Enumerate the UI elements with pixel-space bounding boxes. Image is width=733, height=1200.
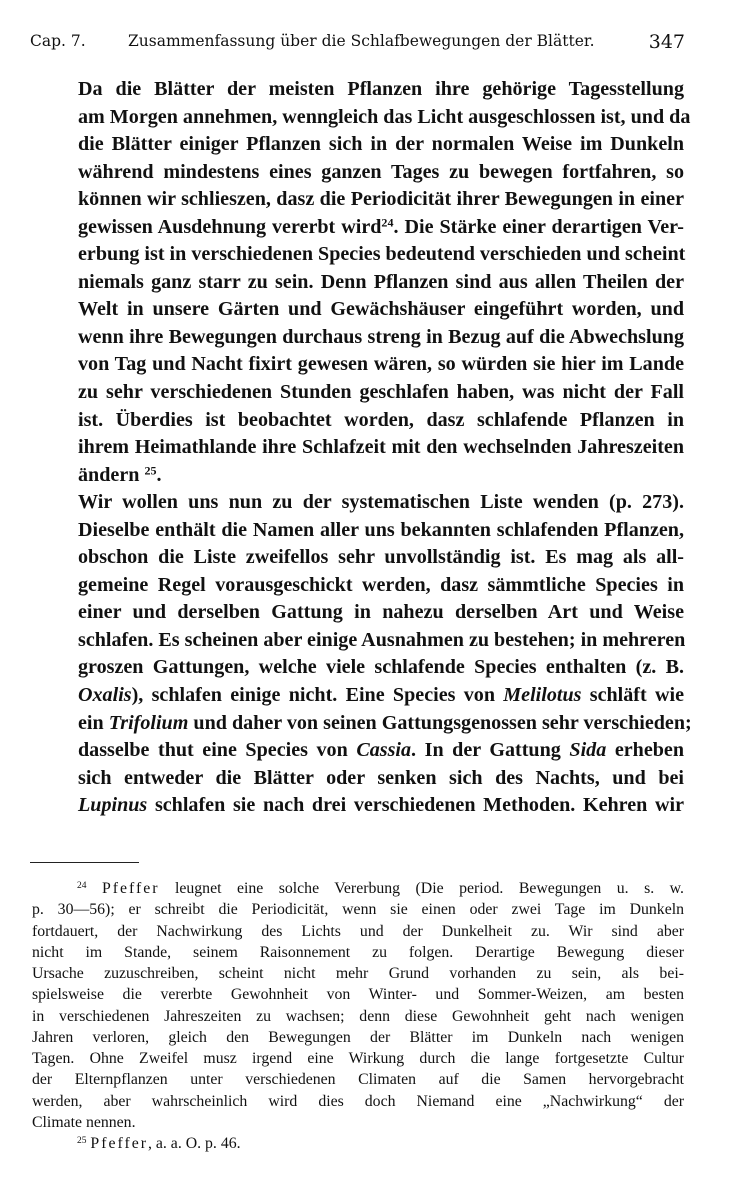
text-run: . — [156, 463, 162, 486]
text-run: und daher von seinen Gattungsgenossen sehr verschieden; — [193, 711, 692, 734]
footnote-mark: 24 — [77, 880, 87, 891]
text-line — [30, 462, 684, 490]
chapter-label: Cap. 7. — [30, 32, 86, 50]
footnotes — [32, 878, 684, 1154]
text-line: ihrem Heimathlande ihre Schlafzeit mit den wechselnden Jahreszeiten — [78, 436, 684, 459]
footnote-line: werden, aber wahrscheinlich wird dies doch Niemand eine „Nachwirkung“ der — [32, 1092, 684, 1110]
text-line: am Morgen annehmen, wenngleich das Licht ausgeschlossen ist, und da — [78, 105, 691, 128]
footnote-line: Jahren verloren, gleich den Bewegungen der Blätter im Dunkeln nach wenigen — [32, 1028, 684, 1046]
genus-name: Trifolium — [108, 711, 189, 734]
text-line — [30, 737, 684, 765]
footnote-line — [32, 1133, 684, 1154]
paragraph-2 — [30, 489, 692, 820]
text-run: . Die Stärke einer derartigen Ver- — [393, 215, 684, 238]
text-run: gewissen Ausdehnung vererbt wird — [78, 215, 382, 238]
text-run: , a. a. O. p. 46. — [148, 1135, 241, 1152]
footnote-line: in verschiedenen Jahreszeiten zu wachsen; denn diese Gewohnheit geht nach wenigen — [32, 1007, 684, 1025]
running-header — [30, 32, 685, 56]
text-line: schlafen. Es scheinen aber einige Ausnahmen zu bestehen; in mehreren — [78, 628, 686, 651]
footnote-author: Pfeffer — [101, 880, 160, 897]
running-title: Zusammenfassung über die Schlafbewegungen der Blätter. — [128, 32, 595, 50]
main-text — [30, 76, 692, 820]
footnote-author: Pfeffer — [90, 1135, 148, 1152]
text-line — [30, 792, 684, 820]
text-line: Welt in unsere Gärten und Gewächshäuser eingeführt worden, und — [78, 298, 684, 321]
text-run: schläft wie — [589, 684, 684, 707]
footnote-line: Ursache zuzuschreiben, scheint nicht mehr Grund vorhanden zu sein, als bei- — [32, 965, 684, 982]
text-line: zu sehr verschiedenen Stunden geschlafen haben, was nicht der Fall — [78, 381, 684, 404]
footnote-ref-25[interactable]: 25 — [144, 463, 157, 478]
text-line: Dieselbe enthält die Namen aller uns bekannten schlafenden Pflanzen, — [78, 518, 684, 541]
text-line — [30, 214, 684, 242]
footnote-line: nicht im Stande, seinem Raisonnement zu folgen. Derartige Bewegung dieser — [32, 943, 684, 961]
text-line: während mindestens eines ganzen Tages zu bewegen fortfahren, so — [78, 160, 684, 183]
text-line: niemals ganz starr zu sein. Denn Pflanzen sind aus allen Theilen der — [78, 270, 684, 293]
text-line — [30, 682, 684, 710]
text-run: ), schlafen einige nicht. Eine Species von — [131, 684, 495, 707]
text-run: leugnet eine solche Vererbung (Die period. Bewegungen u. s. w. — [174, 880, 684, 897]
text-line — [30, 710, 692, 738]
text-run: dasselbe thut eine Species von — [78, 739, 348, 762]
text-line: groszen Gattungen, welche viele schlafende Species enthalten (z. B. — [78, 656, 684, 679]
footnote-divider — [30, 862, 139, 863]
text-line: Da die Blätter der meisten Pflanzen ihre gehörige Tagesstellung — [78, 78, 684, 100]
genus-name: Oxalis — [78, 684, 132, 707]
text-line: einer und derselben Gattung in nahezu derselben Art und Weise — [78, 601, 684, 624]
genus-name: Cassia — [356, 739, 412, 762]
footnote-line: p. 30—56); er schreibt die Periodicität, wenn sie einen oder zwei Tage im Dunkeln — [32, 901, 684, 919]
page-number: 347 — [648, 31, 685, 53]
footnote-line: fortdauert, der Nachwirkung des Lichts und der Dunkelheit zu. Wir sind aber — [32, 922, 684, 940]
text-line: gemeine Regel vorausgeschickt werden, dasz sämmtliche Species in — [78, 573, 684, 596]
text-line: die Blätter einiger Pflanzen sich in der normalen Weise im Dunkeln — [78, 133, 684, 156]
footnote-line: spielsweise die vererbte Gewohnheit von Winter- und Sommer-Weizen, am besten — [32, 986, 684, 1004]
text-line: von Tag und Nacht fixirt gewesen wären, so würden sie hier im Lande — [78, 353, 684, 376]
text-run: . In der Gattung — [411, 739, 561, 762]
footnote-ref-24[interactable]: 24 — [381, 215, 394, 230]
genus-name: Lupinus — [78, 794, 148, 817]
text-line: sich entweder die Blätter oder senken sich des Nachts, und bei — [78, 766, 684, 789]
text-run: ändern — [78, 463, 140, 486]
footnote-line: der Elternpflanzen unter verschiedenen Climaten auf die Samen hervorgebracht — [32, 1071, 684, 1089]
text-line: wenn ihre Bewegungen durchaus streng in Bezug auf die Abwechslung — [78, 325, 684, 348]
text-line: obschon die Liste zweifellos sehr unvollständig ist. Es mag als all- — [78, 546, 684, 569]
text-line: können wir schlieszen, dasz die Periodicität ihrer Bewegungen in einer — [78, 188, 684, 211]
text-line: ist. Überdies ist beobachtet worden, dasz schlafende Pflanzen in — [78, 408, 684, 431]
text-line: Wir wollen uns nun zu der systematischen Liste wenden (p. 273). — [78, 491, 684, 514]
text-line: erbung ist in verschiedenen Species bedeutend verschieden und scheint — [78, 243, 686, 266]
footnote-mark: 25 — [77, 1135, 87, 1146]
footnote-line: Tagen. Ohne Zweifel musz irgend eine Wirkung durch die lange fortgesetzte Cultur — [32, 1050, 684, 1067]
footnote-25 — [32, 1133, 684, 1154]
genus-name: Sida — [569, 739, 607, 762]
text-run: schlafen sie nach drei verschiedenen Methoden. Kehren wir — [154, 794, 685, 817]
footnote-line: Climate nennen. — [32, 1113, 136, 1131]
footnote-line — [32, 878, 684, 899]
genus-name: Melilotus — [503, 684, 582, 707]
text-run: ein — [78, 711, 104, 734]
text-run: erheben — [614, 739, 685, 762]
paragraph-1 — [30, 76, 691, 489]
footnote-24 — [32, 878, 684, 1133]
